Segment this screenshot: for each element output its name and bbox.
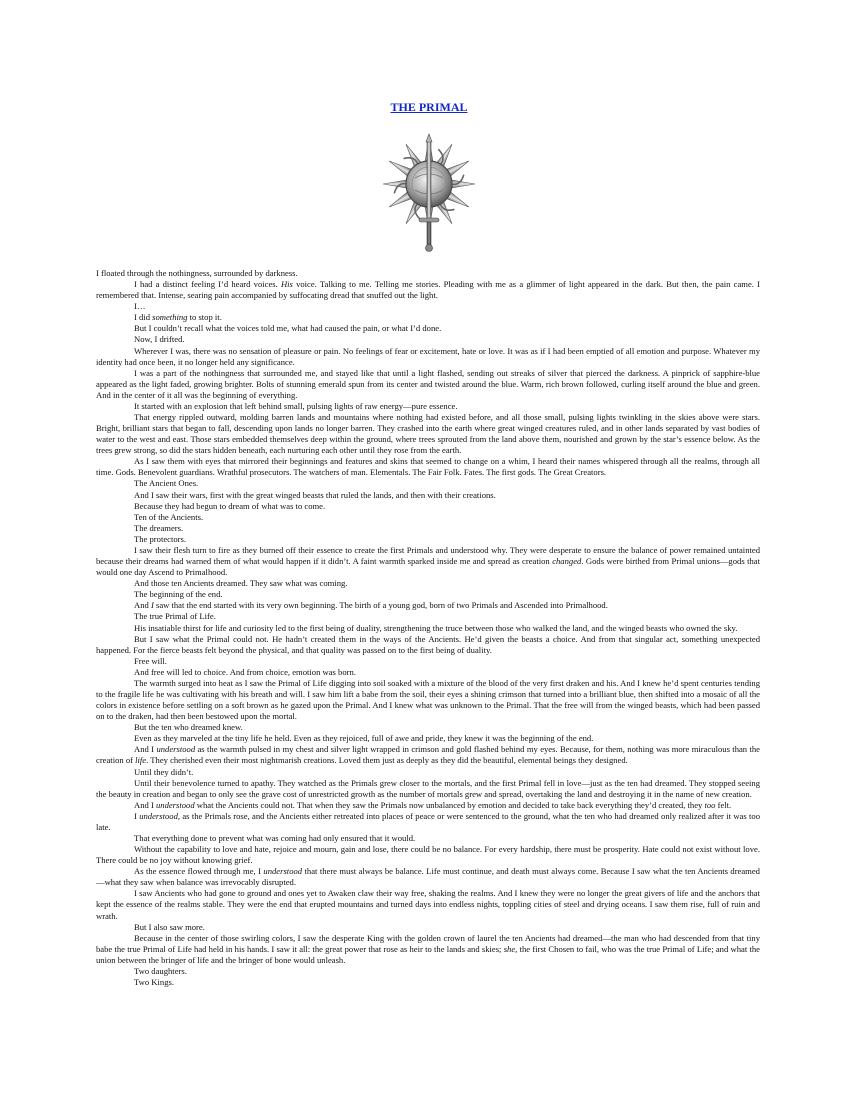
emphasis: I — [150, 600, 154, 611]
paragraph: The dreamers. — [134, 522, 184, 533]
paragraph: Ten of the Ancients. — [134, 511, 204, 522]
paragraph: His insatiable thirst for life and curiosity led to the first being of duality, strengthening the truce between those who walked the land, and the winged beasts who owned the sky. — [134, 622, 738, 633]
paragraph — [96, 279, 760, 301]
paragraph: The beginning of the end. — [134, 589, 223, 600]
paragraph: But I saw what the Primal could not. He hadn’t created them in the ways of the Ancients. He’d given the beasts a choice. And from that singular act, something unexpected happened. For the fierce beasts felt beyond the physical, and that quality was passed on to the first being of duality. — [96, 633, 760, 655]
paragraph: Until their benevolence turned to apathy. They watched as the Primals grew closer to the mortals, and the first Primal fell in love—just as the ten had dreamed. They stopped seeing the beauty in creation and began to only see the grave cost of unrestricted growth as the number of mortals grew and spread, overtaking the land and destroying it in the name of new creation. — [96, 777, 760, 799]
text-segment: felt. — [715, 799, 732, 810]
paragraph — [96, 312, 760, 323]
text-segment: And I — [134, 744, 157, 755]
paragraph: The warmth surged into heat as I saw the Primal of Life digging into soil soaked with a mixture of the blood of the very first draken and his. And I knew he’d spent centuries tending to the fragile life he was cultivating with his breath and will. I saw him lift a babe from the soil, their eyes a shining crimson that turned into a brilliant blue, then shifted into a mosaic of all the colors in existence before settling on a soft brown as he gazed upon the Primal. And I knew what was unknown to the Primal. That the free will from the winged beasts, which had been passed on to the draken, had then been bestowed upon the mortal. — [96, 677, 760, 722]
emphasis: understood — [156, 744, 196, 755]
paragraph — [96, 600, 760, 611]
text-segment: to stop it. — [187, 312, 222, 323]
emphasis: changed — [552, 556, 582, 567]
emphasis: life — [135, 755, 147, 766]
paragraph — [96, 800, 760, 811]
paragraph: But the ten who dreamed knew. — [134, 722, 243, 733]
paragraph: Until they didn’t. — [134, 766, 194, 777]
paragraph: I floated through the nothingness, surrounded by darkness. — [96, 268, 298, 278]
emphasis: His — [280, 279, 293, 290]
paragraph: The protectors. — [134, 533, 187, 544]
paragraph: It started with an explosion that left behind small, pulsing lights of raw energy—pure essence. — [134, 400, 458, 411]
emphasis: too — [704, 799, 716, 810]
text-segment: Because in the center of those swirling colors, I saw the desperate King with the golden crown of laurel the ten Ancients had dreamed—the man who had descended from that tiny babe the true Primal of Life had held in his hands. I saw it all: the great power that rose as heir to the lands and skies; — [96, 932, 760, 954]
text-segment: as the Primals rose, and the Ancients either retreated into places of peace or were sentenced to the ground, what the ten who had dreamed only realized after it was too late. — [96, 810, 761, 832]
emblem-image — [379, 132, 479, 256]
emphasis: understood, — [139, 810, 181, 821]
paragraph: And those ten Ancients dreamed. They saw what was coming. — [134, 578, 348, 589]
emphasis: understood — [263, 866, 303, 877]
text-segment: And I — [134, 799, 156, 810]
text-segment: . They cherished even their most nightmarish creations. Loved them just as deeply as they did the beautiful, elemental beings they designed. — [146, 755, 628, 766]
text-segment: voice. Talking to me. Telling me stories. Pleading with me as a glimmer of light appeared in the dark. But then, the pain came. I remembered that. Intense, searing pain accompanied by suffocating dread that snuffed out the light. — [96, 279, 760, 301]
text-segment: what the Ancients could not. That when they saw the Primals now unbalanced by emotion and decided to take back everything they’d created, they — [194, 799, 705, 810]
paragraph: I was a part of the nothingness that surrounded me, and stayed like that until a light flashed, sending out streaks of silver that pierced the darkness. A pinprick of sapphire-blue appeared as the light faded, growing brighter. Bolts of stunning emerald spun from its center and twisted around the blue. Warm, rich brown followed, curling itself around the blue and green. And in the center of it all was the beginning of everything. — [96, 367, 760, 400]
paragraph — [96, 933, 760, 966]
paragraph: But I couldn’t recall what the voices told me, what had caused the pain, or what I’d done. — [134, 323, 442, 334]
paragraph: Free will. — [134, 655, 167, 666]
paragraph: As I saw them with eyes that mirrored their beginnings and features and skins that seemed to change on a whim, I heard their names whispered through all the realms, through all time. Gods. Benevolent guardians. Wrathful prosecutors. The watchers of man. Elementals. The Fair Folk. Fates. The first gods. The Great Creators. — [96, 456, 760, 478]
sun-and-sword-emblem — [379, 132, 479, 256]
text-segment: that there must always be balance. Life must continue, and death must always come. Because I saw what the ten Ancients dreamed—what they saw when balance was irrevocably disrupted. — [96, 866, 760, 888]
paragraph — [96, 744, 760, 766]
paragraph: That everything done to prevent what was coming had only ensured that it would. — [134, 832, 416, 843]
page-title: THE PRIMAL — [390, 100, 468, 114]
paragraph: The true Primal of Life. — [134, 611, 216, 622]
paragraph: And free will led to choice. And from choice, emotion was born. — [134, 666, 356, 677]
paragraph: But I also saw more. — [134, 921, 205, 932]
emphasis: something — [152, 312, 188, 323]
text-segment: I saw their flesh turn to fire as they burned off their essence to create the first Primals and understood why. They were desperate to ensure the balance of power remained untainted because their dreams had warned them of what would happen if it didn’t. A faint warmth sparked inside me and spread as creation — [96, 544, 760, 567]
paragraph: I saw Ancients who had gone to ground and ones yet to Awaken claw their way free, shaking the realms. And I knew they were no longer the great givers of life and the anchors that kept the essence of the realms stable. They were the end that erupted mountains and turned days into endless nights, toppling cities of steel and drying oceans. I saw them rise, full of ruin and wrath. — [96, 888, 760, 921]
paragraph: The Ancient Ones. — [134, 478, 199, 489]
text-segment: I had a distinct feeling I’d heard voices. — [134, 279, 281, 290]
text-segment: I — [134, 810, 140, 821]
paragraph: Because they had begun to dream of what was to come. — [134, 500, 326, 511]
emphasis: she, — [503, 943, 518, 954]
paragraph — [96, 866, 760, 888]
paragraph: Without the capability to love and hate, rejoice and mourn, gain and lose, there could be no balance. For every hardship, there must be prosperity. Hate could not exist without love. There could be no joy without knowing grief. — [96, 844, 760, 866]
paragraph: Two Kings. — [134, 977, 174, 987]
text-segment: I did — [134, 312, 153, 323]
text-segment: . Gods were birthed from Primal unions—gods that would one day Ascend to Primalhood. — [96, 556, 760, 578]
paragraph: Now, I drifted. — [134, 334, 185, 345]
text-segment: saw that the end started with its very own beginning. The birth of a young god, born of two Primals and Ascended into Primalhood. — [153, 600, 608, 611]
paragraph — [96, 811, 760, 833]
emphasis: understood — [155, 799, 195, 810]
paragraph: That energy rippled outward, molding barren lands and mountains where nothing had existed before, and all those small, pulsing lights twinkling in the skies above were stars. Bright, brilliant stars that began to fall, descending upon lands no longer barren. They crashed into the earth where great winged creatures ruled, and in other lands separated by vast bodies of water to the west and east. Those stars embedded themselves deep within the ground, where trees sprouted from the land above them, nourished and grown by the star’s essence below. As the trees grew strong, so did the stars hidden beneath, each nurturing each other until they rose from the earth. — [96, 412, 760, 456]
paragraph: And I saw their wars, first with the great winged beasts that ruled the lands, and then with their creations. — [134, 489, 496, 500]
text-segment: the first Chosen to fail, who was the true Primal of Life; and what the union between the bringer of life and the bringer of bone would unleash. — [96, 943, 760, 965]
paragraph: I… — [134, 301, 146, 312]
story-text — [96, 268, 760, 988]
text-segment: As the essence flowed through me, I — [134, 866, 264, 877]
text-segment: And — [134, 600, 151, 611]
text-segment: as the warmth pulsed in my chest and silver light wrapped in crimson and gold flashed behind my eyes. Because, for them, nothing was more miraculous than the creation of — [96, 744, 760, 766]
paragraph — [96, 545, 760, 578]
paragraph: Two daughters. — [134, 965, 187, 976]
paragraph: Wherever I was, there was no sensation of pleasure or pain. No feelings of fear or excitement, hate or love. It was as if I had been emptied of all emotion and purpose. Whatever my identity had once been, it no longer held any significance. — [96, 345, 760, 367]
paragraph: Even as they marveled at the tiny life he held. Even as they rejoiced, full of awe and pride, they knew it was the beginning of the end. — [134, 733, 594, 744]
